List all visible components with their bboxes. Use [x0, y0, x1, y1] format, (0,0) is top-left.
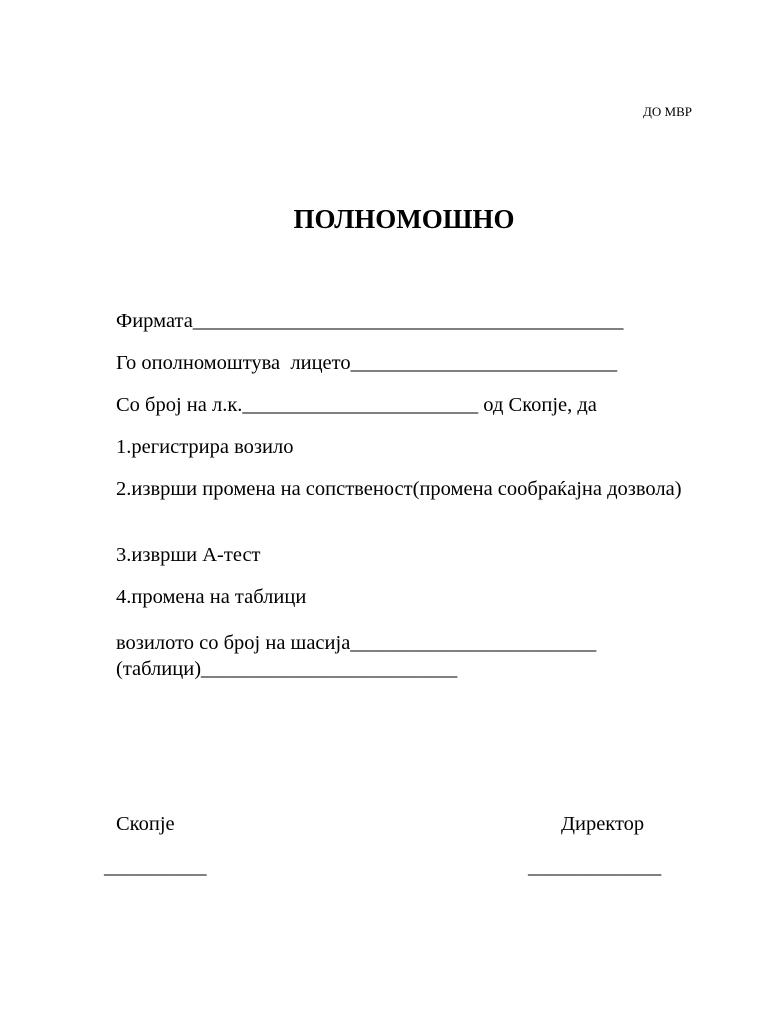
- list-item-a-test: 3.изврши А-тест: [116, 544, 261, 566]
- place-label: Скопје: [116, 813, 175, 835]
- recipient-label: ДО МВР: [643, 104, 692, 119]
- document-title: ПОЛНОМОШНО: [293, 204, 515, 234]
- list-item-ownership-change: 2.изврши промена на сопственост(промена сообраќајна дозвола): [116, 478, 682, 500]
- company-line: Фирмата__________________________________________: [116, 310, 624, 332]
- id-number-line: Со број на л.к._______________________ од Скопје, да: [116, 394, 597, 416]
- vehicle-chassis-line: возилото со број на шасија________________________ (таблици)_________________________: [116, 632, 597, 680]
- authorized-person-line: Го ополномоштува лицето__________________________: [116, 352, 618, 374]
- list-item-register-vehicle: 1.регистрира возило: [116, 436, 294, 458]
- place-signature-line: __________: [104, 856, 207, 878]
- list-item-plate-change: 4.промена на таблици: [116, 586, 307, 608]
- director-signature-line: _____________: [528, 856, 662, 878]
- director-label: Директор: [561, 813, 645, 835]
